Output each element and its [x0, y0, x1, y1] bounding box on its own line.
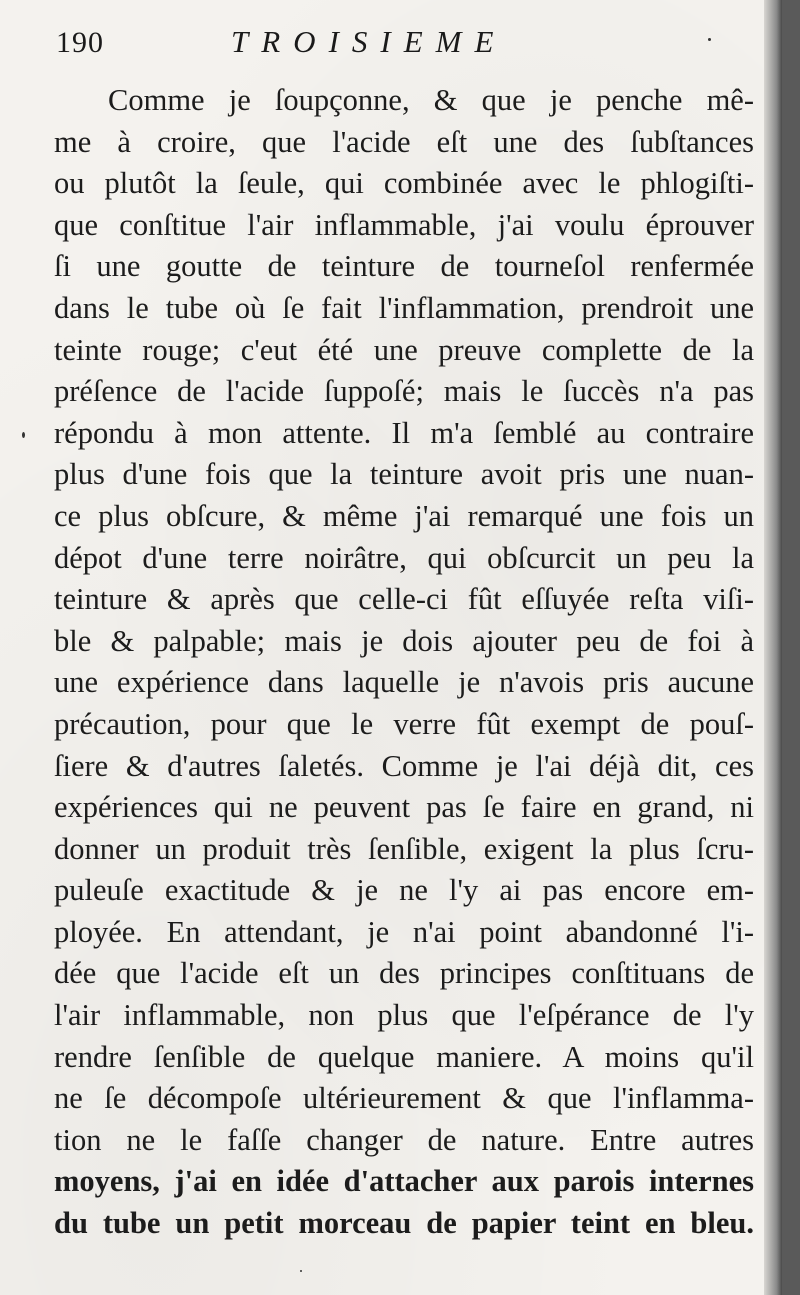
text-line: préſence de l'acide ſuppoſé; mais le ſuccès n'a pas	[54, 374, 754, 409]
text-line: donner un produit très ſenſible, exigent la plus ſcru-	[54, 831, 754, 866]
text-line: ce plus obſcure, & même j'ai remarqué une fois un	[54, 498, 754, 533]
text-line: une expérience dans laquelle je n'avois pris aucune	[54, 665, 754, 700]
text-line: que conſtitue l'air inflammable, j'ai voulu éprouver	[54, 207, 754, 242]
text-line: puleuſe exactitude & je ne l'y ai pas encore em-	[54, 873, 754, 908]
page-edge-shadow	[764, 0, 782, 1295]
text-line: me à croire, que l'acide eſt une des ſubſtances	[54, 124, 754, 159]
ink-speck	[708, 38, 711, 41]
running-title: TROISIEME	[231, 24, 507, 59]
text-line: ſiere & d'autres ſaletés. Comme je l'ai déjà dit, ces	[54, 748, 754, 783]
ink-speck	[22, 432, 25, 438]
text-line: expériences qui ne peuvent pas ſe faire en grand, ni	[54, 790, 754, 825]
text-line: ou plutôt la ſeule, qui combinée avec le phlogiſti-	[54, 166, 754, 201]
text-line: ſi une goutte de teinture de tourneſol renfermée	[54, 249, 754, 284]
text-line: l'air inflammable, non plus que l'eſpérance de l'y	[54, 998, 754, 1033]
text-line: dée que l'acide eſt un des principes conſtituans de	[54, 956, 754, 991]
text-line: Comme je ſoupçonne, & que je penche mê-	[108, 83, 754, 117]
paragraph	[54, 80, 754, 1245]
text-line: dans le tube où ſe fait l'inflammation, prendroit une	[54, 290, 754, 325]
text-line: teinte rouge; c'eut été une preuve complette de la	[54, 332, 754, 367]
text-line: ployée. En attendant, je n'ai point abandonné l'i-	[54, 914, 754, 949]
text-line: du tube un petit morceau de papier teint en bleu.	[54, 1206, 754, 1241]
page-number: 190	[56, 26, 104, 59]
text-line: plus d'une fois que la teinture avoit pris une nuan-	[54, 457, 754, 492]
page-header	[56, 18, 756, 68]
text-line: répondu à mon attente. Il m'a ſemblé au contraire	[54, 415, 754, 450]
text-line: précaution, pour que le verre fût exempt de pouſ-	[54, 706, 754, 741]
text-line: teinture & après que celle-ci fût eſſuyée reſta viſi-	[54, 582, 754, 617]
text-line: ne ſe décompoſe ultérieurement & que l'inflamma-	[54, 1081, 754, 1116]
text-line: dépot d'une terre noirâtre, qui obſcurcit un peu la	[54, 540, 754, 575]
text-line: rendre ſenſible de quelque maniere. A moins qu'il	[54, 1039, 754, 1074]
text-line: tion ne le faſſe changer de nature. Entre autres	[54, 1122, 754, 1157]
text-line: ble & palpable; mais je dois ajouter peu de foi à	[54, 623, 754, 658]
ink-speck	[300, 1270, 302, 1272]
text-line: moyens, j'ai en idée d'attacher aux parois internes	[54, 1164, 754, 1199]
